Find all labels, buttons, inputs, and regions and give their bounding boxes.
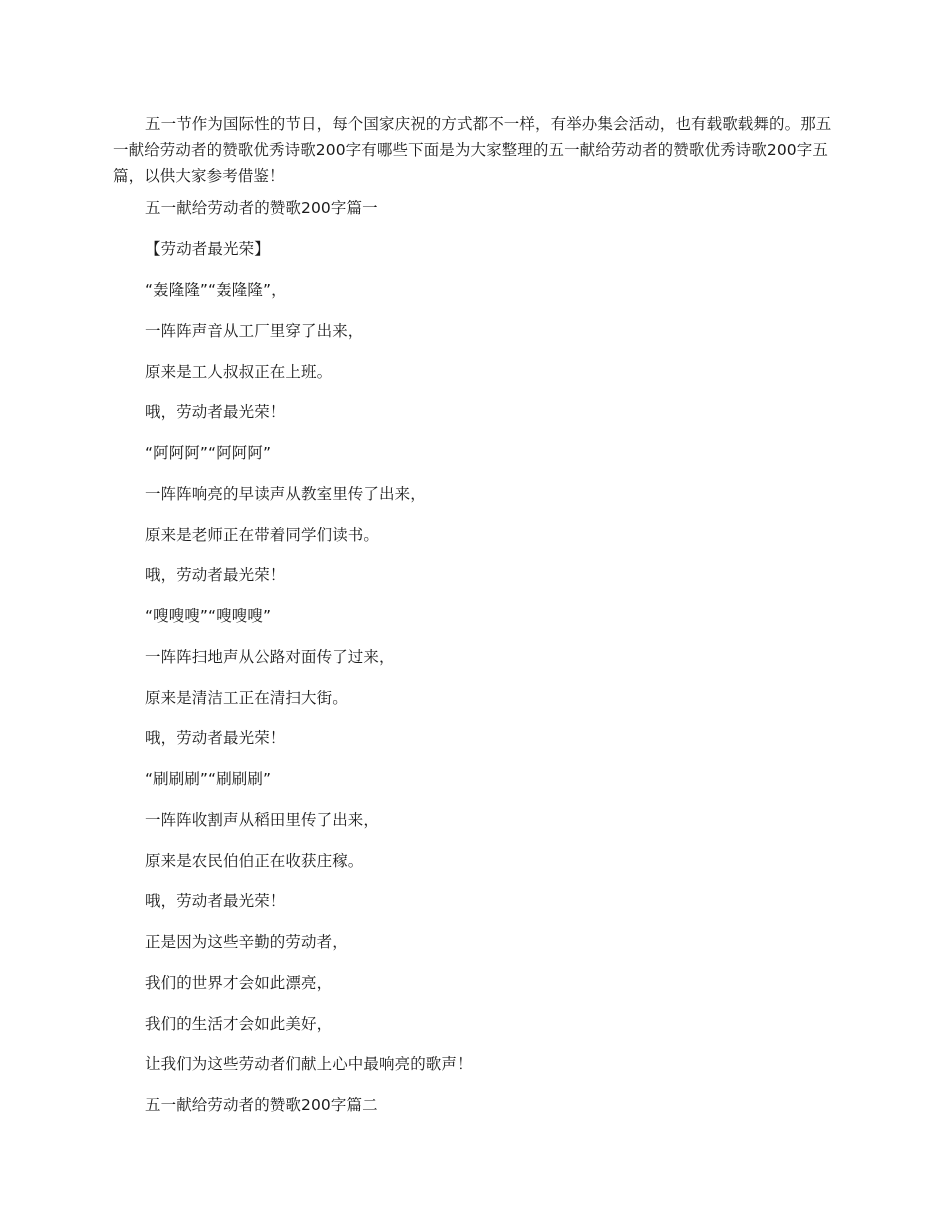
poem-line: 一阵阵收割声从稻田里传了出来， (145, 811, 380, 829)
poem-line: 我们的生活才会如此美好， (145, 1015, 333, 1033)
poem-line: 让我们为这些劳动者们献上心中最响亮的歌声！ (145, 1055, 473, 1073)
poem-line: 哦，劳动者最光荣！ (145, 892, 286, 910)
section-heading: 五一献给劳动者的赞歌200字篇二 (145, 1096, 378, 1114)
poem-line: 一阵阵扫地声从公路对面传了过来， (145, 648, 395, 666)
poem-line: 哦，劳动者最光荣！ (145, 729, 286, 747)
poem-line: 哦，劳动者最光荣！ (145, 566, 286, 584)
intro-paragraph: 五一节作为国际性的节日，每个国家庆祝的方式都不一样，有举办集会活动，也有载歌载舞的。那五一献给劳动者的赞歌优秀诗歌200字有哪些下面是为大家整理的五一献给劳动者的赞歌优秀诗歌200字五篇，以供大家参考借鉴！ (113, 115, 832, 185)
poem-line: “嗖嗖嗖”“嗖嗖嗖” (145, 607, 272, 625)
poem-line: 哦，劳动者最光荣！ (145, 403, 286, 421)
poem-line: 我们的世界才会如此漂亮， (145, 974, 333, 992)
poem-title: 【劳动者最光荣】 (145, 240, 270, 258)
poem-line: “阿阿阿”“阿阿阿” (145, 444, 272, 462)
poem-line: 原来是工人叔叔正在上班。 (145, 363, 333, 381)
poem-line: 原来是清洁工正在清扫大街。 (145, 689, 348, 707)
poem-line: 一阵阵声音从工厂里穿了出来， (145, 322, 364, 340)
poem-line: “刷刷刷”“刷刷刷” (145, 770, 272, 788)
poem-line: 一阵阵响亮的早读声从教室里传了出来， (145, 485, 426, 503)
poem-line: 原来是老师正在带着同学们读书。 (145, 526, 380, 544)
section-heading: 五一献给劳动者的赞歌200字篇一 (145, 199, 378, 217)
poem-line: 正是因为这些辛勤的劳动者， (145, 933, 348, 951)
poem-line: 原来是农民伯伯正在收获庄稼。 (145, 852, 364, 870)
poem-line: “轰隆隆”“轰隆隆”， (145, 281, 287, 299)
